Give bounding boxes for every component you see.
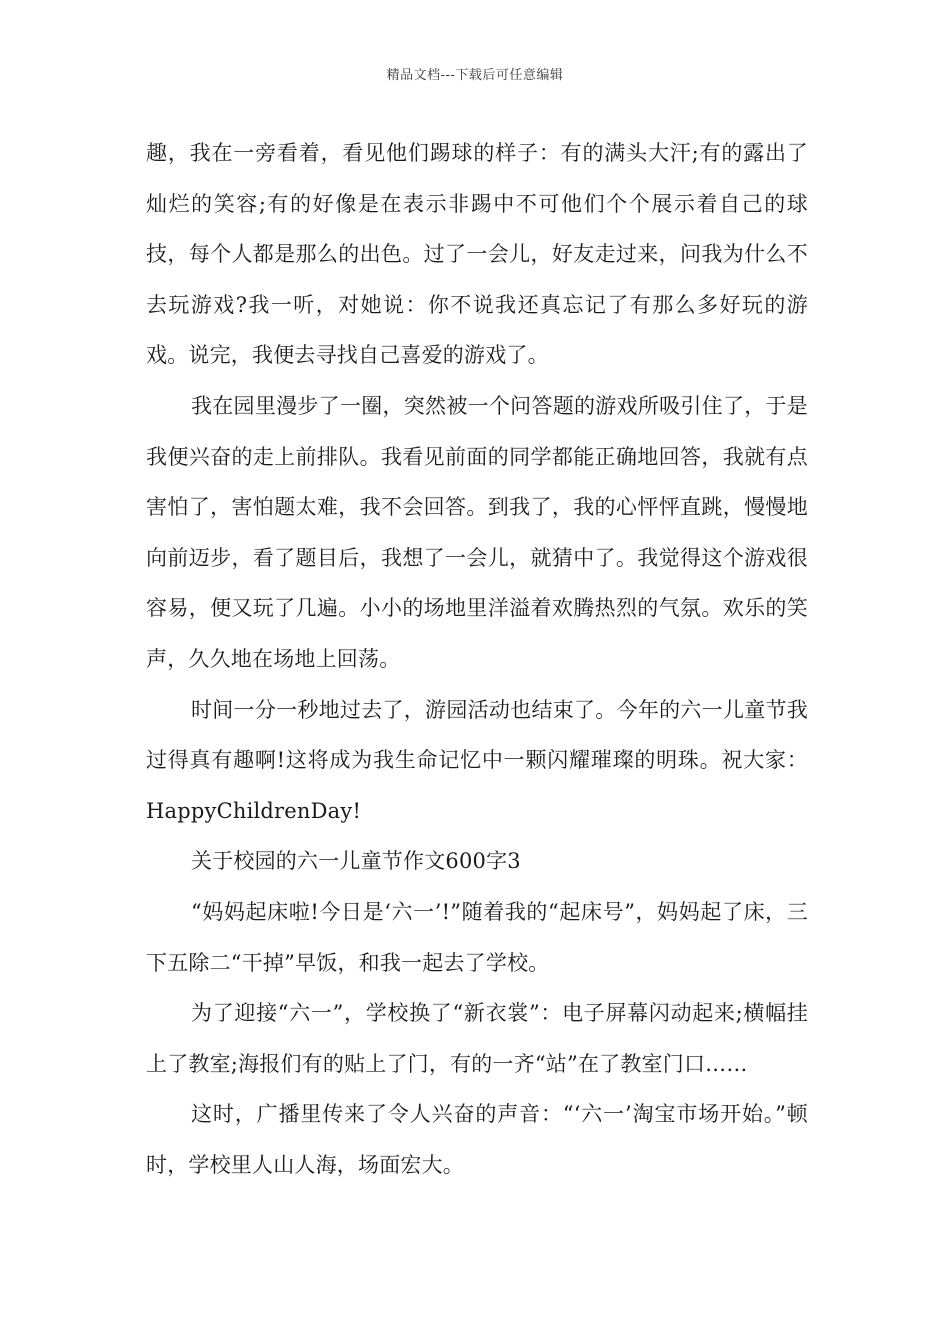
- paragraph-school-decor: 为了迎接“六一”，学校换了“新衣裳”：电子屏幕闪动起来;横幅挂上了教室;海报们有的贴上了门，有的一齐“站”在了教室门口……: [146, 1001, 808, 1076]
- paragraph-wakeup: “妈妈起床啦!今日是‘六一’!”随着我的“起床号”，妈妈起了床，三下五除二“干掉”早饭，和我一起去了学校。: [146, 899, 808, 975]
- paragraph-continuation: 趣，我在一旁看着，看见他们踢球的样子：有的满头大汗;有的露出了灿烂的笑容;有的好像是在表示非踢中不可他们个个展示着自己的球技，每个人都是那么的出色。过了一会儿，好友走过来，问我为什么不去玩游戏?我一听，对她说：你不说我还真忘记了有那么多好玩的游戏。说完，我便去寻找自己喜爱的游戏了。: [146, 141, 808, 368]
- paragraph-broadcast: 这时，广播里传来了令人兴奋的声音：“‘六一’淘宝市场开始。”顿时，学校里人山人海，场面宏大。: [146, 1102, 808, 1177]
- page-header: 精品文档---下载后可任意编辑: [386, 68, 564, 83]
- essay-title: 关于校园的六一儿童节作文600字3: [191, 849, 521, 874]
- document-body: [146, 128, 808, 1190]
- paragraph-ending: 时间一分一秒地过去了，游园活动也结束了。今年的六一儿童节我过得真有趣啊!这将成为我生命记忆中一颗闪耀璀璨的明珠。祝大家：HappyChildrenDay!: [146, 697, 808, 823]
- paragraph-quiz-game: 我在园里漫步了一圈，突然被一个问答题的游戏所吸引住了，于是我便兴奋的走上前排队。我看见前面的同学都能正确地回答，我就有点害怕了，害怕题太难，我不会回答。到我了，我的心怦怦直跳，慢慢地向前迈步，看了题目后，我想了一会儿，就猜中了。我觉得这个游戏很容易，便又玩了几遍。小小的场地里洋溢着欢腾热烈的气氛。欢乐的笑声，久久地在场地上回荡。: [146, 393, 808, 671]
